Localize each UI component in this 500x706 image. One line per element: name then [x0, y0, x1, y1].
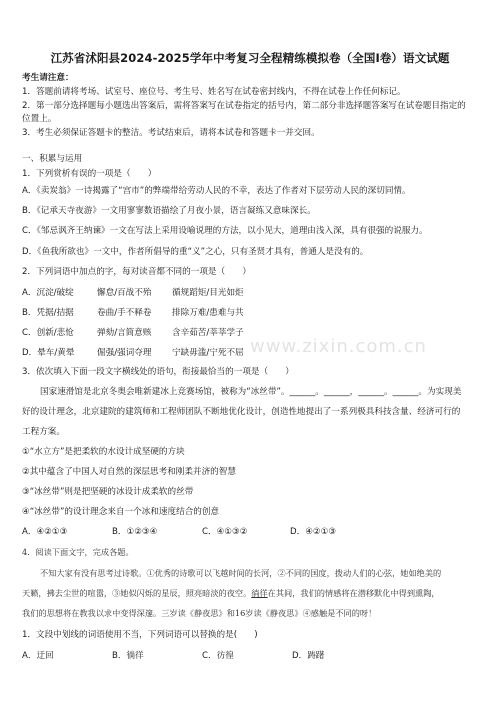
word-group: C．创新/悲怆: [22, 328, 74, 338]
passage-line: 不知大家有没有思考过诗歌。①优秀的诗歌可以飞越时间的长河，②不同的国度，拨动人们的心弦，她如绝美的: [40, 568, 442, 578]
question-stem: 1．下列赏析有误的一项是（ ）: [22, 169, 157, 179]
passage-line: 好的设计理念，北京建院的建筑师和工程师团队不断地优化设计，创造性地提出了一系列极具科技含量、经济可行的: [22, 407, 461, 417]
watermark-text: www.zixin.com.cn: [250, 336, 427, 357]
word-group: 循规蹈矩/目光如炬: [172, 288, 244, 298]
option-b: B．①②③④: [112, 527, 158, 537]
option-d: D．④②①③: [290, 527, 337, 537]
page-title: 江苏省沭阳县2024-2025学年中考复习全程精练模拟卷（全国Ⅰ卷）语文试题: [50, 51, 450, 65]
option-a: A．迂回: [22, 651, 54, 661]
word-group: 宁缺毋滥/宁死不屈: [172, 348, 244, 358]
word-group: A．沉淀/破绽: [22, 288, 74, 298]
passage-line: 我们的思想将在教我以求中变得深邃。三岁读《静夜思》和16岁读《静夜思》④感触是不同的呀！: [22, 608, 377, 618]
question-stem: 2．下列词语中加点的字，每对读音都不同的一项是（ ）: [22, 267, 251, 277]
option-c: C．④①③②: [202, 527, 248, 537]
notice-item: 3．考生必须保证答题卡的整洁。考试结束后，请将本试卷和答题卡一并交回。: [22, 128, 320, 138]
underlined-word: 徜徉: [251, 588, 268, 598]
passage-text: 天籁，拂去尘世的喧嚣，③她似闪烁的星辰，照亮暗淡的夜空。: [22, 588, 252, 598]
question-stem: 4．阅读下面文字，完成各题。: [22, 547, 134, 557]
option-c: C．彷徨: [202, 651, 234, 661]
option-a: A．《卖炭翁》一诗揭露了“宫市”的弊端带给劳动人民的不幸，表达了作者对下层劳动人民的深切同情。: [22, 186, 411, 196]
sentence-item: ②其中蕴含了中国人对自然的深层思考和刚柔并济的智慧: [22, 467, 236, 477]
word-group: 排除万难/患难与共: [172, 308, 244, 318]
sentence-item: ④“冰丝带”的设计理念来自一个冰和速度结合的创意: [22, 507, 220, 517]
sub-question: 1．文段中划线的词语使用不当，下列词语可以替换的是( ): [22, 630, 258, 640]
section-heading: 一、积累与运用: [22, 154, 83, 164]
word-group: 含辛茹苦/莘莘学子: [172, 328, 244, 338]
word-group: B．凭据/拮据: [22, 308, 74, 318]
passage-line: [22, 587, 484, 599]
option-d: D．《鱼我所欲也》一文中，作者所倡导的重“义”之心，只有圣贤才具有，普通人是没有的。: [22, 247, 369, 257]
question-stem: 3．依次填入下面一段文字横线处的语句，衔接最恰当的一项是（ ）: [22, 367, 294, 377]
option-b: B．《记承天寺夜游》一文用寥寥数语描绘了月夜小景，语言凝练又意味深长。: [22, 206, 316, 216]
word-group: 弹劾/言简意赅: [97, 328, 152, 338]
sentence-item: ①“水立方”是把柔软的水设计成坚硬的方块: [22, 447, 185, 457]
option-c: C．《邹忌讽齐王纳谏》一文在写法上采用设喻说理的方法，以小见大，道理由浅入深，具有很强的说服力。: [22, 226, 428, 236]
notice-item: 位置上。: [22, 114, 57, 124]
notice-item: 1．答题前请将考场、试室号、座位号、考生号、姓名写在试卷密封线内，不得在试卷上作任何标记。: [22, 87, 406, 97]
sentence-item: ③“冰丝带”则是把坚硬的冰设计成柔软的丝带: [22, 487, 194, 497]
word-group: D．晕车/黄晕: [22, 348, 75, 358]
notice-item: 2．第一部分选择题每小题选出答案后，需将答案写在试卷指定的括号内，第二部分非选择题答案写在试卷题目指定的: [22, 101, 466, 111]
option-b: B．徜徉: [112, 651, 144, 661]
word-group: 懈怠/百战不殆: [97, 288, 152, 298]
word-group: 倔强/强词夺理: [97, 348, 152, 358]
option-d: D．踌躇: [292, 651, 325, 661]
word-group: 卷曲/手不释卷: [97, 308, 152, 318]
passage-line: 工程方案。: [22, 427, 65, 437]
notice-heading: 考生请注意：: [22, 73, 74, 83]
passage-text: 在其间，我们的情感将在潜移默化中得到熏陶，: [267, 588, 440, 598]
option-a: A．④②①③: [22, 527, 68, 537]
passage-line: 国家速滑馆是北京冬奥会唯新建冰上竞赛场馆，被称为“冰丝带”。______。______，______。______。为实现美: [40, 387, 462, 397]
